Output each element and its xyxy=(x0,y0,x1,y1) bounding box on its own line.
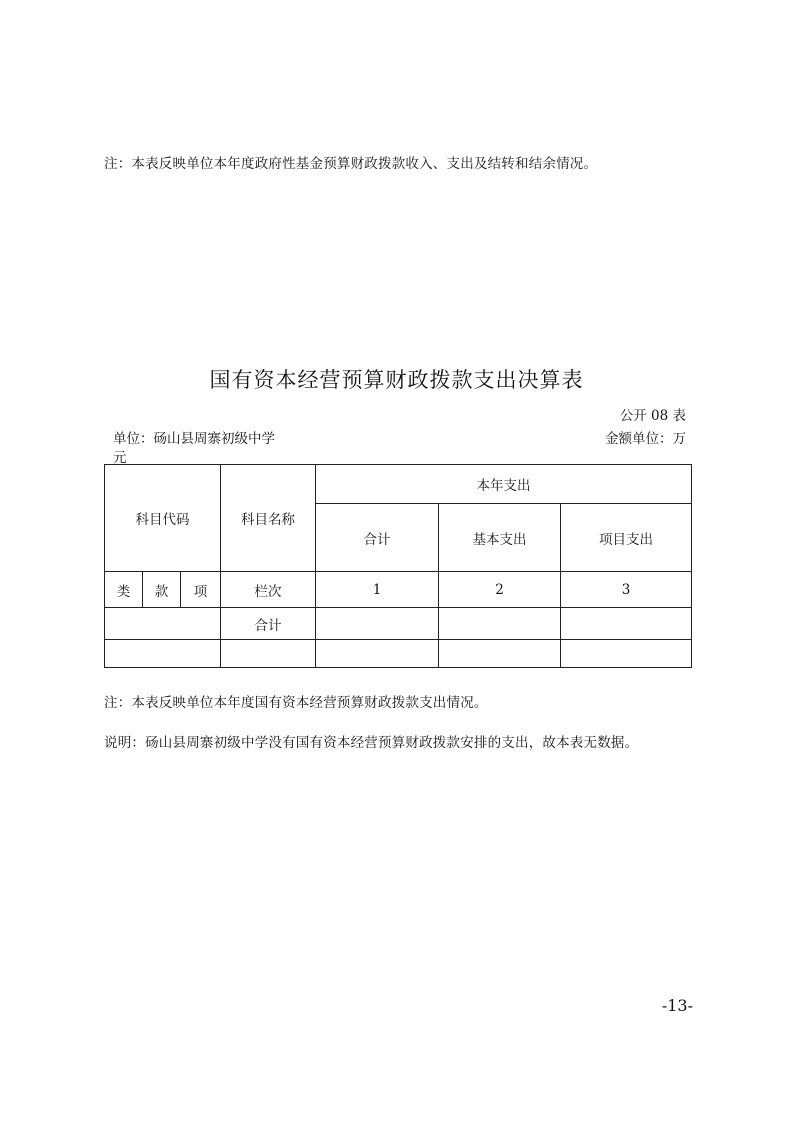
empty-row-name-cell xyxy=(221,640,316,668)
expense-table xyxy=(104,464,692,668)
header-column-no: 栏次 xyxy=(221,572,316,608)
table-row-empty xyxy=(105,640,692,668)
header-col-2: 2 xyxy=(439,572,561,608)
total-row-code-cell xyxy=(105,608,221,640)
note-top: 注：本表反映单位本年度政府性基金预算财政拨款收入、支出及结转和结余情况。 xyxy=(104,156,598,172)
header-col-3: 3 xyxy=(561,572,692,608)
total-row-project-cell xyxy=(561,608,692,640)
empty-row-code-cell xyxy=(105,640,221,668)
amount-unit-wrap: 元 xyxy=(113,450,127,466)
note-bottom: 注：本表反映单位本年度国有资本经营预算财政拨款支出情况。 xyxy=(104,695,488,711)
header-item: 项 xyxy=(181,572,221,608)
header-project-expense: 项目支出 xyxy=(561,504,692,572)
header-current-year-expense: 本年支出 xyxy=(316,465,692,504)
form-number: 公开 08 表 xyxy=(619,408,686,424)
header-subject-name: 科目名称 xyxy=(221,465,316,572)
unit-label: 单位：砀山县周寨初级中学 xyxy=(113,431,275,447)
empty-row-basic-cell xyxy=(439,640,561,668)
amount-unit-label: 金额单位：万 xyxy=(605,431,686,447)
table-row-total xyxy=(105,608,692,640)
empty-row-project-cell xyxy=(561,640,692,668)
report-title: 国有资本经营预算财政拨款支出决算表 xyxy=(209,368,584,392)
total-row-basic-cell xyxy=(439,608,561,640)
empty-row-total-cell xyxy=(316,640,439,668)
total-row-total-cell xyxy=(316,608,439,640)
explanation-note: 说明：砀山县周寨初级中学没有国有资本经营预算财政拨款安排的支出，故本表无数据。 xyxy=(104,735,639,751)
header-col-1: 1 xyxy=(316,572,439,608)
header-category: 类 xyxy=(105,572,143,608)
header-row-3 xyxy=(105,572,692,608)
page-number: -13- xyxy=(661,996,693,1015)
header-subject-code: 科目代码 xyxy=(105,465,221,572)
total-row-label: 合计 xyxy=(221,608,316,640)
header-total: 合计 xyxy=(316,504,439,572)
header-section: 款 xyxy=(143,572,181,608)
header-basic-expense: 基本支出 xyxy=(439,504,561,572)
header-row-1 xyxy=(105,465,692,504)
